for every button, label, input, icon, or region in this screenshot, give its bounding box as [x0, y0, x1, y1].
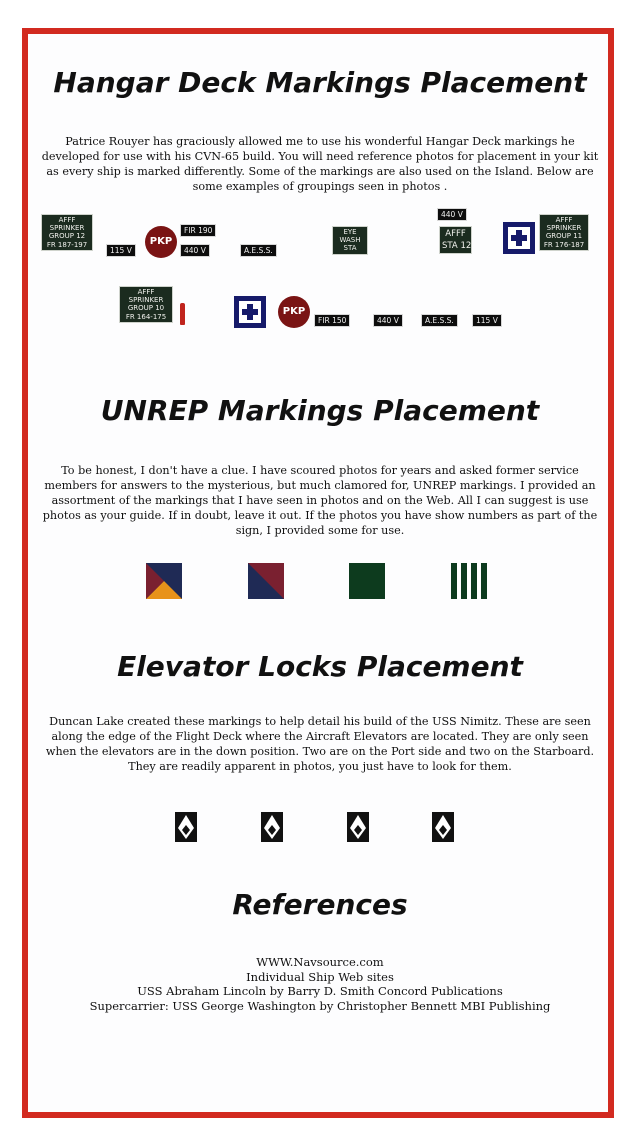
afff-group-10-sign — [119, 286, 173, 323]
115v-tag: 115 V — [106, 244, 136, 257]
sign-line: WASH — [339, 236, 361, 245]
references-heading: References — [232, 888, 408, 921]
elevator-lock-icon — [261, 812, 283, 842]
eye-wash-sign — [332, 226, 368, 255]
sign-line: STA — [343, 244, 357, 253]
elevator-lock-icon — [432, 812, 454, 842]
reference-line: USS Abraham Lincoln by Barry D. Smith Concord Publications — [137, 984, 503, 998]
unrep-solid-green-marker — [349, 563, 385, 599]
aess-tag: A.E.S.S. — [240, 244, 277, 257]
440v-tag: 440 V — [180, 244, 210, 257]
afff-station-sign — [439, 226, 472, 254]
sign-line: SPRINKER — [546, 224, 582, 233]
fir-190-tag: FIR 190 — [180, 224, 216, 237]
sign-line: GROUP 12 — [48, 232, 86, 241]
sign-line: AFFF — [137, 288, 155, 296]
440v-tag: 440 V — [373, 314, 403, 327]
first-aid-cross-icon — [503, 222, 535, 254]
elevator-lock-icon — [347, 812, 369, 842]
reference-line: Individual Ship Web sites — [246, 969, 394, 984]
elevator-lock-icon — [175, 812, 197, 842]
references-list — [40, 955, 600, 1013]
aess-tag: A.E.S.S. — [421, 314, 458, 327]
afff-group-12-sign — [41, 214, 93, 251]
sign-line: FR 164-175 — [125, 312, 167, 321]
hangar-paragraph: Patrice Rouyer has graciously allowed me to use his wonderful Hangar Deck markings he developed for use with his CVN-65 build. You will need reference photos for placement in your kit as every ship is marked differently. Some of the markings are also used on the Island. Below are some examples of groupings seen in photos . — [41, 135, 599, 193]
reference-line: Supercarrier: USS George Washington by Christopher Bennett MBI Publishing — [89, 998, 551, 1013]
pkp-circle: PKP — [278, 296, 310, 328]
unrep-heading: UNREP Markings Placement — [100, 394, 540, 427]
first-aid-cross-icon — [234, 296, 266, 328]
elevator-paragraph: Duncan Lake created these markings to help detail his build of the USS Nimitz. These are seen along the edge of the Flight Deck where the Aircraft Elevators are located. They are only seen when the elevators are in the down position. Two are on the Port side and two on the Starboard. They are readily apparent in photos, you just have to look for them. — [45, 715, 595, 773]
sign-line: AFFF — [58, 216, 76, 224]
sign-line: EYE — [343, 228, 357, 236]
sign-line: AFFF — [445, 229, 466, 239]
sign-line: FR 187-197 — [46, 240, 88, 249]
sign-line: STA 12 — [442, 241, 472, 251]
unrep-diamond-orange-marker — [146, 563, 182, 599]
sign-line: SPRINKER — [128, 296, 164, 305]
sign-line: SPRINKER — [49, 224, 85, 233]
unrep-striped-green-marker — [451, 563, 487, 599]
115v-tag: 115 V — [472, 314, 502, 327]
unrep-paragraph: To be honest, I don't have a clue. I have scoured photos for years and asked former service members for answers to the mysterious, but much clamored for, UNREP markings. I provided an assortment of the markings that I have seen in photos and on the Web. All I can suggest is use photos as your guide. If in doubt, leave it out. If the photos you have show numbers as part of the sign, I provided some for use. — [42, 464, 598, 537]
pkp-circle: PKP — [145, 226, 177, 258]
reference-line: WWW.Navsource.com — [256, 955, 384, 969]
fir-150-tag: FIR 150 — [314, 314, 350, 327]
unrep-diagonal-maroon-marker — [248, 563, 284, 599]
elevator-heading: Elevator Locks Placement — [117, 650, 523, 683]
sign-line: GROUP 11 — [545, 232, 583, 241]
440v-tag: 440 V — [437, 208, 467, 221]
sign-line: GROUP 10 — [127, 304, 165, 313]
fire-extinguisher-icon — [180, 303, 185, 325]
afff-group-11-sign — [539, 214, 589, 251]
sign-line: AFFF — [555, 216, 573, 224]
sign-line: FR 176-187 — [543, 240, 585, 249]
hangar-heading: Hangar Deck Markings Placement — [53, 66, 587, 99]
